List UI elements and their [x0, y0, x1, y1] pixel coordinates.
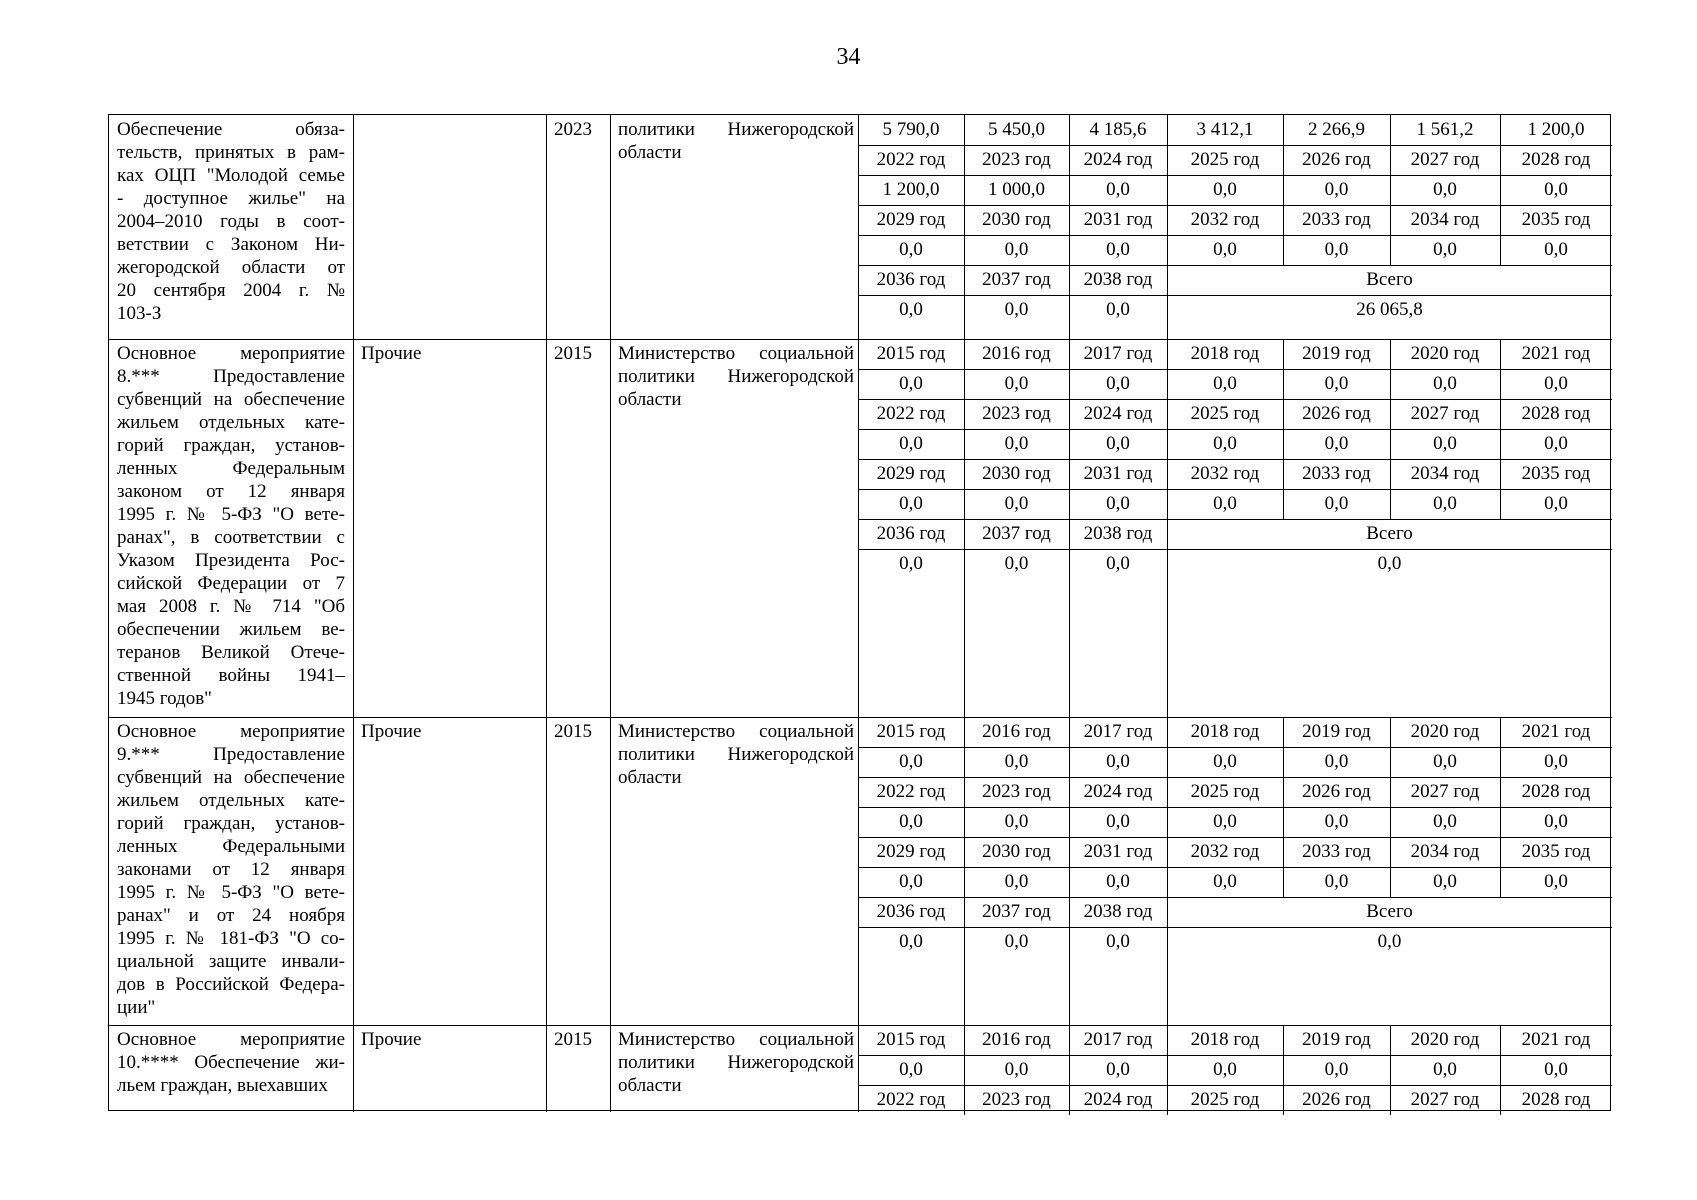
- column-divider: [610, 1025, 611, 1112]
- grid-row-divider: [858, 867, 1612, 868]
- grid-row-divider: [858, 399, 1612, 400]
- value-cell: 0,0: [1324, 373, 1349, 394]
- start-year: 2023: [554, 119, 592, 140]
- value-cell: 0,0: [1106, 373, 1130, 394]
- total-value: 0,0: [1377, 553, 1402, 574]
- year-cell: 2020 год: [1410, 1029, 1480, 1050]
- year-cell: 2038 год: [1083, 523, 1153, 544]
- grid-row-divider: [858, 897, 1612, 898]
- value-cell: 0,0: [1433, 373, 1457, 394]
- year-cell: 2027 год: [1410, 781, 1480, 802]
- event-name-line: 10.**** Обеспечение жи-: [117, 1052, 345, 1073]
- year-cell: 2015 год: [876, 721, 946, 742]
- value-cell: 0,0: [1433, 811, 1457, 832]
- event-name-line: ленных Федеральными: [117, 836, 345, 857]
- year-cell: 2037 год: [982, 901, 1051, 922]
- value-cell: 0,0: [1544, 373, 1568, 394]
- year-cell: 2022 год: [876, 1089, 946, 1110]
- year-cell: 2015 год: [876, 343, 946, 364]
- year-cell: 2035 год: [1521, 463, 1591, 484]
- executor-line: области: [618, 767, 682, 788]
- executor-line: Министерство социальной: [618, 721, 854, 742]
- year-cell: 2024 год: [1083, 149, 1153, 170]
- year-cell: 2026 год: [1302, 403, 1371, 424]
- year-cell: 2026 год: [1302, 1089, 1371, 1110]
- value-cell: 4 185,6: [1089, 119, 1147, 140]
- column-divider: [546, 115, 547, 339]
- event-name-line: ранах" и от 24 ноября: [117, 905, 345, 926]
- grid-row-divider: [858, 295, 1612, 296]
- value-cell: 0,0: [899, 433, 923, 454]
- executor-line: политики Нижегородской: [618, 119, 854, 140]
- column-divider: [353, 1025, 354, 1112]
- year-cell: 2029 год: [876, 209, 946, 230]
- year-cell: 2024 год: [1083, 403, 1153, 424]
- year-cell: 2024 год: [1083, 1089, 1153, 1110]
- value-cell: 0,0: [1433, 433, 1457, 454]
- grid-row-divider: [858, 145, 1612, 146]
- year-cell: 2036 год: [876, 523, 946, 544]
- value-cell: 0,0: [1544, 179, 1568, 200]
- year-cell: 2023 год: [982, 781, 1051, 802]
- value-cell: 0,0: [1004, 871, 1029, 892]
- grid-cell-divider: [1069, 519, 1070, 717]
- value-cell: 0,0: [899, 299, 923, 320]
- section-divider: [109, 339, 1612, 340]
- event-name-line: 1995 г. № 5-ФЗ "О вете-: [117, 504, 345, 525]
- year-cell: 2028 год: [1521, 781, 1591, 802]
- year-cell: 2027 год: [1410, 403, 1480, 424]
- value-cell: 0,0: [899, 373, 923, 394]
- value-cell: 1 000,0: [988, 179, 1045, 200]
- page-number: 34: [836, 44, 861, 70]
- year-cell: 2025 год: [1190, 149, 1260, 170]
- event-name-line: ках ОЦП "Молодой семье: [117, 165, 345, 186]
- year-cell: 2027 год: [1410, 1089, 1480, 1110]
- event-name-line: 20 сентября 2004 г. №: [117, 280, 345, 301]
- executor-line: области: [618, 142, 682, 163]
- year-cell: 2016 год: [982, 1029, 1051, 1050]
- event-name-line: дов в Российской Федера-: [117, 974, 345, 995]
- year-cell: 2022 год: [876, 403, 946, 424]
- year-cell: 2016 год: [982, 721, 1051, 742]
- funding-source: Прочие: [361, 721, 422, 742]
- year-cell: 2035 год: [1521, 209, 1591, 230]
- value-cell: 0,0: [1213, 1059, 1237, 1080]
- year-cell: 2033 год: [1302, 209, 1371, 230]
- event-name-line: законами от 12 января: [117, 859, 345, 880]
- column-divider: [546, 1025, 547, 1112]
- year-cell: 2017 год: [1083, 721, 1153, 742]
- event-name-line: горий граждан, установ-: [117, 435, 345, 456]
- year-cell: 2019 год: [1302, 1029, 1371, 1050]
- value-cell: 0,0: [1004, 299, 1029, 320]
- grid-row-divider: [858, 807, 1612, 808]
- value-cell: 5 450,0: [988, 119, 1045, 140]
- column-divider: [353, 115, 354, 339]
- program-table: [108, 114, 1611, 1111]
- total-label: Всего: [1366, 269, 1413, 290]
- year-cell: 2018 год: [1190, 721, 1260, 742]
- grid-row-divider: [858, 205, 1612, 206]
- year-cell: 2026 год: [1302, 781, 1371, 802]
- year-cell: 2018 год: [1190, 1029, 1260, 1050]
- value-cell: 0,0: [1004, 1059, 1029, 1080]
- executor-line: Министерство социальной: [618, 1029, 854, 1050]
- start-year: 2015: [554, 1029, 592, 1050]
- year-cell: 2018 год: [1190, 343, 1260, 364]
- year-cell: 2028 год: [1521, 149, 1591, 170]
- value-cell: 0,0: [1324, 239, 1349, 260]
- value-cell: 0,0: [1324, 811, 1349, 832]
- year-cell: 2017 год: [1083, 343, 1153, 364]
- value-cell: 0,0: [1106, 239, 1130, 260]
- year-cell: 2032 год: [1190, 463, 1260, 484]
- year-cell: 2023 год: [982, 1089, 1051, 1110]
- value-cell: 0,0: [1544, 811, 1568, 832]
- value-cell: 0,0: [1106, 1059, 1130, 1080]
- event-name-line: Указом Президента Рос-: [117, 550, 345, 571]
- value-cell: 0,0: [1213, 493, 1237, 514]
- total-label: Всего: [1366, 901, 1413, 922]
- year-cell: 2024 год: [1083, 781, 1153, 802]
- value-cell: 0,0: [899, 239, 923, 260]
- value-cell: 0,0: [1106, 179, 1130, 200]
- value-cell: 0,0: [1213, 179, 1237, 200]
- year-cell: 2036 год: [876, 901, 946, 922]
- year-cell: 2019 год: [1302, 343, 1371, 364]
- value-cell: 0,0: [1106, 493, 1130, 514]
- grid-row-divider: [858, 175, 1612, 176]
- year-cell: 2016 год: [982, 343, 1051, 364]
- value-cell: 0,0: [1004, 931, 1029, 952]
- year-cell: 2023 год: [982, 403, 1051, 424]
- event-name-line: ственной войны 1941–: [117, 665, 345, 686]
- value-cell: 0,0: [1544, 493, 1568, 514]
- value-cell: 0,0: [899, 1059, 923, 1080]
- year-cell: 2025 год: [1190, 403, 1260, 424]
- value-cell: 0,0: [1544, 751, 1568, 772]
- year-cell: 2021 год: [1521, 1029, 1591, 1050]
- value-cell: 0,0: [1213, 373, 1237, 394]
- event-name-line: 1995 г. № 5-ФЗ "О вете-: [117, 882, 345, 903]
- event-name-line: законом от 12 января: [117, 481, 345, 502]
- year-cell: 2033 год: [1302, 463, 1371, 484]
- executor-line: политики Нижегородской: [618, 744, 854, 765]
- year-cell: 2031 год: [1083, 841, 1153, 862]
- event-name-line: ветствии с Законом Ни-: [117, 234, 345, 255]
- value-cell: 0,0: [1324, 433, 1349, 454]
- value-cell: 0,0: [1106, 299, 1130, 320]
- total-label: Всего: [1366, 523, 1413, 544]
- grid-row-divider: [858, 837, 1612, 838]
- event-name-line: Основное мероприятие: [117, 721, 345, 742]
- start-year: 2015: [554, 721, 592, 742]
- value-cell: 0,0: [899, 931, 923, 952]
- event-name-line: жильем отдельных кате-: [117, 412, 345, 433]
- event-name-line: 1945 годов": [117, 688, 212, 709]
- grid-row-divider: [858, 1085, 1612, 1086]
- year-cell: 2032 год: [1190, 209, 1260, 230]
- year-cell: 2035 год: [1521, 841, 1591, 862]
- section-divider: [109, 717, 1612, 718]
- value-cell: 0,0: [1004, 751, 1029, 772]
- year-cell: 2032 год: [1190, 841, 1260, 862]
- event-name-line: ции": [117, 997, 156, 1018]
- value-cell: 0,0: [1004, 373, 1029, 394]
- year-cell: 2023 год: [982, 149, 1051, 170]
- event-name-line: Обеспечение обяза-: [117, 119, 345, 140]
- year-cell: 2025 год: [1190, 1089, 1260, 1110]
- value-cell: 0,0: [1004, 553, 1029, 574]
- value-cell: 0,0: [1106, 751, 1130, 772]
- year-cell: 2030 год: [982, 463, 1051, 484]
- event-name-line: Основное мероприятие: [117, 343, 345, 364]
- executor-line: политики Нижегородской: [618, 366, 854, 387]
- column-divider: [610, 339, 611, 717]
- year-cell: 2030 год: [982, 209, 1051, 230]
- event-name-line: горий граждан, установ-: [117, 813, 345, 834]
- value-cell: 0,0: [1106, 553, 1130, 574]
- executor-line: области: [618, 1075, 682, 1096]
- funding-source: Прочие: [361, 343, 422, 364]
- column-divider: [546, 717, 547, 1025]
- year-cell: 2034 год: [1410, 463, 1480, 484]
- funding-source: Прочие: [361, 1029, 422, 1050]
- year-cell: 2036 год: [876, 269, 946, 290]
- year-cell: 2038 год: [1083, 901, 1153, 922]
- value-cell: 0,0: [899, 553, 923, 574]
- value-cell: 0,0: [1004, 433, 1029, 454]
- value-cell: 0,0: [1004, 493, 1029, 514]
- event-name-line: сийской Федерации от 7: [117, 573, 345, 594]
- column-divider: [610, 717, 611, 1025]
- value-cell: 0,0: [1433, 239, 1457, 260]
- year-cell: 2020 год: [1410, 343, 1480, 364]
- value-cell: 5 790,0: [882, 119, 940, 140]
- value-cell: 1 200,0: [882, 179, 940, 200]
- value-cell: 0,0: [899, 871, 923, 892]
- year-cell: 2019 год: [1302, 721, 1371, 742]
- value-cell: 1 200,0: [1527, 119, 1585, 140]
- grid-cell-divider: [964, 519, 965, 717]
- year-cell: 2029 год: [876, 841, 946, 862]
- column-divider: [610, 115, 611, 339]
- total-value: 0,0: [1377, 931, 1402, 952]
- value-cell: 0,0: [899, 493, 923, 514]
- event-name-line: 9.*** Предоставление: [117, 744, 345, 765]
- event-name-line: - доступное жилье" на: [117, 188, 345, 209]
- value-cell: 0,0: [1324, 493, 1349, 514]
- year-cell: 2020 год: [1410, 721, 1480, 742]
- value-cell: 3 412,1: [1196, 119, 1254, 140]
- event-name-line: жильем отдельных кате-: [117, 790, 345, 811]
- grid-row-divider: [858, 519, 1612, 520]
- grid-row-divider: [858, 489, 1612, 490]
- grid-row-divider: [858, 927, 1612, 928]
- event-name-line: 2004–2010 годы в соот-: [117, 211, 345, 232]
- value-cell: 0,0: [1106, 811, 1130, 832]
- year-cell: 2033 год: [1302, 841, 1371, 862]
- grid-row-divider: [858, 777, 1612, 778]
- event-name-line: субвенций на обеспечение: [117, 767, 345, 788]
- year-cell: 2017 год: [1083, 1029, 1153, 1050]
- value-cell: 0,0: [1213, 239, 1237, 260]
- year-cell: 2021 год: [1521, 721, 1591, 742]
- value-cell: 0,0: [1433, 751, 1457, 772]
- event-name-line: мая 2008 г. № 714 "Об: [117, 596, 345, 617]
- grid-row-divider: [858, 235, 1612, 236]
- event-name-line: циальной защите инвали-: [117, 951, 345, 972]
- value-cell: 0,0: [1433, 493, 1457, 514]
- value-cell: 0,0: [1213, 751, 1237, 772]
- section-divider: [109, 1025, 1612, 1026]
- column-divider: [353, 339, 354, 717]
- event-name-line: 8.*** Предоставление: [117, 366, 345, 387]
- year-cell: 2015 год: [876, 1029, 946, 1050]
- year-cell: 2038 год: [1083, 269, 1153, 290]
- event-name-line: 1995 г. № 181-ФЗ "О со-: [117, 928, 345, 949]
- year-cell: 2025 год: [1190, 781, 1260, 802]
- value-cell: 0,0: [899, 751, 923, 772]
- grid-row-divider: [858, 265, 1612, 266]
- event-name-line: Основное мероприятие: [117, 1029, 345, 1050]
- grid-row-divider: [858, 369, 1612, 370]
- column-divider: [353, 717, 354, 1025]
- event-name-line: теранов Великой Отече-: [117, 642, 345, 663]
- year-cell: 2031 год: [1083, 463, 1153, 484]
- value-cell: 0,0: [1433, 179, 1457, 200]
- year-cell: 2034 год: [1410, 841, 1480, 862]
- year-cell: 2037 год: [982, 269, 1051, 290]
- column-divider: [546, 339, 547, 717]
- event-name-line: 103-З: [117, 303, 162, 324]
- value-cell: 0,0: [1213, 433, 1237, 454]
- year-cell: 2030 год: [982, 841, 1051, 862]
- value-cell: 0,0: [1004, 239, 1029, 260]
- value-cell: 0,0: [1106, 871, 1130, 892]
- year-cell: 2027 год: [1410, 149, 1480, 170]
- grid-row-divider: [858, 1055, 1612, 1056]
- event-name-line: тельств, принятых в рам-: [117, 142, 345, 163]
- year-cell: 2037 год: [982, 523, 1051, 544]
- year-cell: 2026 год: [1302, 149, 1371, 170]
- event-name-line: ранах", в соответствии с: [117, 527, 345, 548]
- value-cell: 0,0: [1324, 1059, 1349, 1080]
- year-cell: 2028 год: [1521, 403, 1591, 424]
- year-cell: 2031 год: [1083, 209, 1153, 230]
- year-cell: 2029 год: [876, 463, 946, 484]
- value-cell: 0,0: [1544, 1059, 1568, 1080]
- value-cell: 0,0: [1004, 811, 1029, 832]
- grid-row-divider: [858, 549, 1612, 550]
- value-cell: 0,0: [1433, 871, 1457, 892]
- value-cell: 0,0: [899, 811, 923, 832]
- event-name-line: льем граждан, выехавших: [117, 1075, 328, 1096]
- event-name-line: ленных Федеральным: [117, 458, 345, 479]
- year-cell: 2022 год: [876, 149, 946, 170]
- event-name-line: жегородской области от: [117, 257, 345, 278]
- grid-row-divider: [858, 747, 1612, 748]
- value-cell: 1 561,2: [1416, 119, 1474, 140]
- grid-row-divider: [858, 429, 1612, 430]
- value-cell: 0,0: [1544, 433, 1568, 454]
- value-cell: 0,0: [1324, 751, 1349, 772]
- value-cell: 0,0: [1213, 811, 1237, 832]
- year-cell: 2034 год: [1410, 209, 1480, 230]
- value-cell: 0,0: [1433, 1059, 1457, 1080]
- value-cell: 0,0: [1544, 239, 1568, 260]
- event-name-line: субвенций на обеспечение: [117, 389, 345, 410]
- executor-line: области: [618, 389, 682, 410]
- value-cell: 0,0: [1106, 433, 1130, 454]
- value-cell: 0,0: [1324, 179, 1349, 200]
- start-year: 2015: [554, 343, 592, 364]
- year-cell: 2022 год: [876, 781, 946, 802]
- value-cell: 0,0: [1324, 871, 1349, 892]
- grid-cell-divider: [1167, 519, 1168, 717]
- value-cell: 0,0: [1213, 871, 1237, 892]
- executor-line: политики Нижегородской: [618, 1052, 854, 1073]
- event-name-line: обеспечении жильем ве-: [117, 619, 345, 640]
- value-cell: 0,0: [1544, 871, 1568, 892]
- total-value: 26 065,8: [1356, 299, 1423, 320]
- value-cell: 2 266,9: [1308, 119, 1365, 140]
- value-cell: 0,0: [1106, 931, 1130, 952]
- grid-row-divider: [858, 459, 1612, 460]
- year-cell: 2021 год: [1521, 343, 1591, 364]
- executor-line: Министерство социальной: [618, 343, 854, 364]
- year-cell: 2028 год: [1521, 1089, 1591, 1110]
